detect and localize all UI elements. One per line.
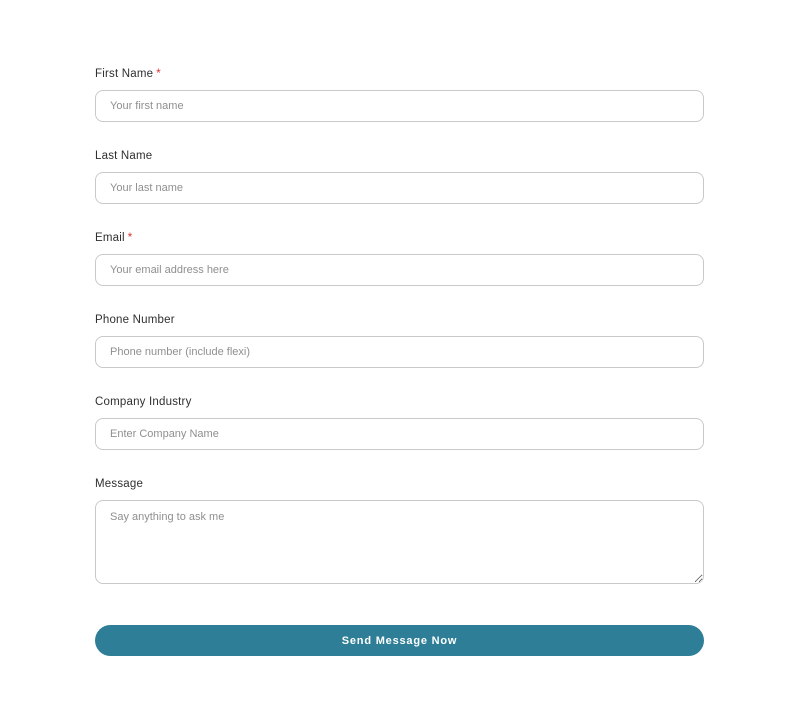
field-label [95, 68, 704, 80]
first-name-label: First Name [95, 68, 154, 80]
field-group-message [95, 478, 704, 584]
send-message-button[interactable]: Send Message Now [95, 625, 704, 656]
field-label [95, 314, 704, 326]
email-label: Email [95, 232, 125, 244]
required-asterisk: * [156, 68, 161, 80]
field-label [95, 478, 704, 490]
last-name-input[interactable] [95, 172, 704, 204]
first-name-input[interactable] [95, 90, 704, 122]
field-group-company-industry [95, 396, 704, 450]
field-group-last-name [95, 150, 704, 204]
contact-form [95, 68, 704, 656]
field-label [95, 396, 704, 408]
message-label: Message [95, 478, 144, 490]
fields-container [95, 68, 704, 584]
company-industry-label: Company Industry [95, 396, 192, 408]
field-group-phone-number [95, 314, 704, 368]
message-input[interactable] [95, 500, 704, 584]
field-group-first-name [95, 68, 704, 122]
phone-number-label: Phone Number [95, 314, 175, 326]
field-label [95, 150, 704, 162]
field-label [95, 232, 704, 244]
company-industry-input[interactable] [95, 418, 704, 450]
last-name-label: Last Name [95, 150, 153, 162]
phone-number-input[interactable] [95, 336, 704, 368]
field-group-email [95, 232, 704, 286]
required-asterisk: * [127, 232, 133, 244]
email-input[interactable] [95, 254, 704, 286]
